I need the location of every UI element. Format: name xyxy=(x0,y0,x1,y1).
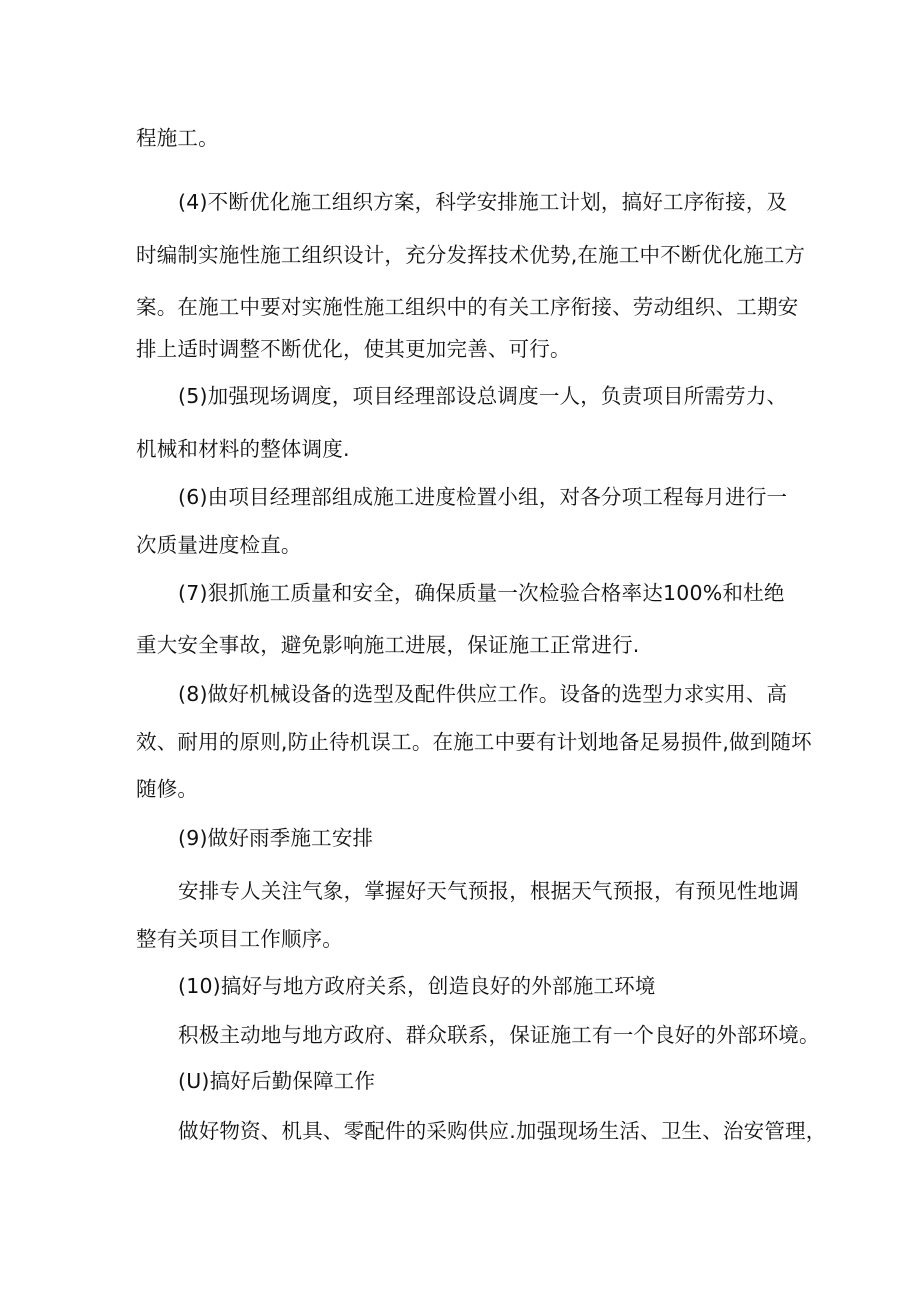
text-line: 程施工。 xyxy=(136,126,219,150)
text-line: (8)做好机械设备的选型及配件供应工作。设备的选型力求实用、高 xyxy=(178,682,788,706)
text-line: 安排专人关注气象，掌握好天气预报，根据天气预报，有预见性地调 xyxy=(178,879,799,903)
text-line: (6)由项目经理部组成施工进度检置小组，对各分项工程每月进行一 xyxy=(178,485,788,509)
text-line: 随修。 xyxy=(136,777,199,801)
text-line: 案。在施工中要对实施性施工组织中的有关工序衔接、劳动组织、工期安 xyxy=(136,295,799,319)
text-line: (7)狠抓施工质量和安全，确保质量一次检验合格率达100%和杜绝 xyxy=(178,581,785,605)
text-line: (4)不断优化施工组织方案，科学安排施工计划，搞好工序衔接，及 xyxy=(178,190,788,214)
text-line: (9)做好雨季施工安排 xyxy=(178,826,374,850)
text-line: (5)加强现场调度，项目经理部设总调度一人，负责项目所需劳力、 xyxy=(178,384,788,408)
text-line: 整有关项目工作顺序。 xyxy=(136,927,343,951)
text-line: 机械和材料的整体调度. xyxy=(136,437,350,461)
text-line: 积极主动地与地方政府、群众联系，保证施工有一个良好的外部环境。 xyxy=(178,1023,820,1047)
text-line: 时编制实施性施工组织设计，充分发挥技术优势,在施工中不断优化施工方 xyxy=(136,243,806,267)
text-line: 效、耐用的原则,防止待机误工。在施工中要有计划地备足易损件,做到随坏 xyxy=(136,730,812,754)
text-line: 重大安全事故，避免影响施工进展，保证施工正常进行. xyxy=(136,633,640,657)
text-line: 排上适时调整不断优化，使其更加完善、可行。 xyxy=(136,337,571,361)
text-line: (10)搞好与地方政府关系，创造良好的外部施工环境 xyxy=(178,974,656,998)
text-line: (U)搞好后勤保障工作 xyxy=(178,1069,376,1093)
text-line: 次质量进度检直。 xyxy=(136,533,302,557)
text-line: 做好物资、机具、零配件的采购供应.加强现场生活、卫生、治安管理， xyxy=(178,1119,827,1143)
